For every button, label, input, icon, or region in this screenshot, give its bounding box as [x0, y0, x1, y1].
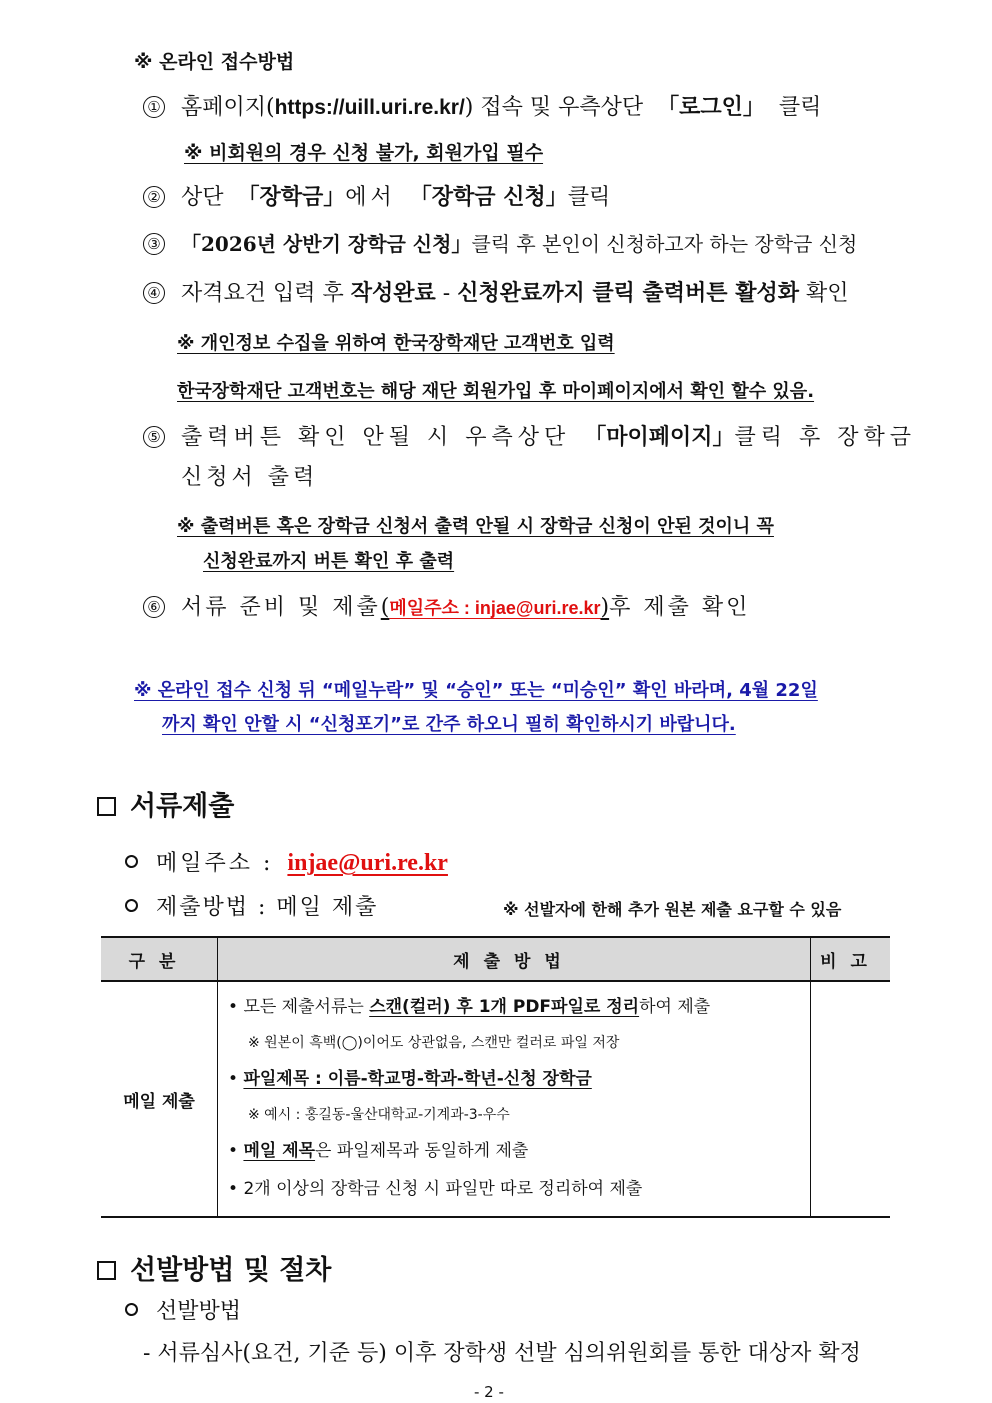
section-title-selection: 선발방법 및 절차: [97, 1248, 331, 1287]
list-item: • 메일 제목은 파일제목과 동일하게 제출: [228, 1141, 529, 1161]
mail-address-row: 메일주소 : injae@uri.re.kr: [125, 846, 448, 877]
section-title-documents: 서류제출: [97, 784, 234, 823]
list-item: • 파일제목 : 이름-학교명-학과-학년-신청 장학금: [228, 1069, 592, 1089]
original-note: ※ 선발자에 한해 추가 원본 제출 요구할 수 있음: [503, 900, 842, 919]
step-4: ④ 자격요건 입력 후 작성완료 - 신청완료까지 클릭 출력버튼 활성화 확인: [143, 276, 849, 307]
header-category: 구분: [101, 937, 218, 981]
submission-table: [101, 936, 890, 1218]
remarks-cell: [811, 981, 891, 1217]
circle-bullet-icon: [125, 899, 138, 912]
login-label: 「로그인」: [657, 94, 765, 120]
step-1-note: ※ 비회원의 경우 신청 불가, 회원가입 필수: [184, 142, 544, 164]
step-2: ② 상단 「장학금」에서 「장학금 신청」클릭: [143, 180, 610, 211]
section-heading-online: ※ 온라인 접수방법: [134, 51, 295, 73]
checkbox-square-icon: [97, 797, 116, 816]
list-item-note: ※ 원본이 흑백(◯)이어도 상관없음, 스캔만 컬러로 파일 저장: [248, 1035, 620, 1051]
table-header-row: [101, 937, 890, 981]
step-3: ③ 「2026년 상반기 장학금 신청」클릭 후 본인이 신청하고자 하는 장학금 신청: [143, 228, 857, 257]
circle-bullet-icon: [125, 855, 138, 868]
list-item: • 모든 제출서류는 스캔(컬러) 후 1개 PDF파일로 정리하여 제출: [228, 997, 711, 1017]
step-4-note-2: 한국장학재단 고객번호는 해당 재단 회원가입 후 마이페이지에서 확인 할수 있음.: [177, 381, 815, 402]
step-number: ①: [143, 96, 165, 118]
step-number: ④: [143, 282, 165, 304]
page-number: - 2 -: [474, 1383, 504, 1401]
step-1: ① 홈페이지(https://uill.uri.re.kr/) 접속 및 우측상단 「로그인」 클릭: [143, 90, 821, 121]
circle-bullet-icon: [125, 1303, 138, 1316]
step-5-note-2: 신청완료까지 버튼 확인 후 출력: [203, 551, 455, 572]
step-5: ⑤ 출력버튼 확인 안될 시 우측상단 「마이페이지」클릭 후 장학금: [143, 420, 916, 451]
submission-email[interactable]: 메일주소 : injae@uri.re.kr: [389, 598, 601, 618]
step-5-cont: 신청서 출력: [181, 465, 319, 490]
step-4-note-1: ※ 개인정보 수집을 위하여 한국장학재단 고객번호 입력: [177, 333, 615, 354]
step-5-note-1: ※ 출력버튼 혹은 장학금 신청서 출력 안될 시 장학금 신청이 안된 것이니 꼭: [177, 516, 774, 537]
selection-detail: - 서류심사(요건, 기준 등) 이후 장학생 선발 심의위원회를 통한 대상자 확정: [143, 1341, 861, 1366]
step-number: ⑥: [143, 596, 165, 618]
list-item-note: ※ 예시 : 홍길동-울산대학교-기계과-3-우수: [248, 1107, 510, 1123]
submission-method-row: 제출방법 : 메일 제출: [125, 890, 378, 921]
header-method: 제출방법: [218, 937, 811, 981]
list-item: • 2개 이상의 장학금 신청 시 파일만 따로 정리하여 제출: [228, 1179, 643, 1199]
step-number: ⑤: [143, 426, 165, 448]
selection-method-row: 선발방법: [125, 1294, 241, 1325]
notice-line-2: 까지 확인 안할 시 “신청포기”로 간주 하오니 필히 확인하시기 바랍니다.: [162, 714, 736, 735]
row-label-mail: 메일 제출: [101, 981, 218, 1217]
mail-address-link[interactable]: injae@uri.re.kr: [287, 850, 448, 876]
step-number: ③: [143, 233, 165, 255]
method-cell: [218, 981, 811, 1217]
homepage-url[interactable]: https://uill.uri.re.kr/: [274, 96, 465, 119]
step-6: ⑥ 서류 준비 및 제출(메일주소 : injae@uri.re.kr)후 제출 확인: [143, 590, 750, 621]
header-remarks: 비고: [811, 937, 891, 981]
table-row: [101, 981, 890, 1217]
step-number: ②: [143, 186, 165, 208]
notice-line-1: ※ 온라인 접수 신청 뒤 “메일누락” 및 “승인” 또는 “미승인” 확인 바라며, 4월 22일: [134, 680, 818, 701]
checkbox-square-icon: [97, 1261, 116, 1280]
